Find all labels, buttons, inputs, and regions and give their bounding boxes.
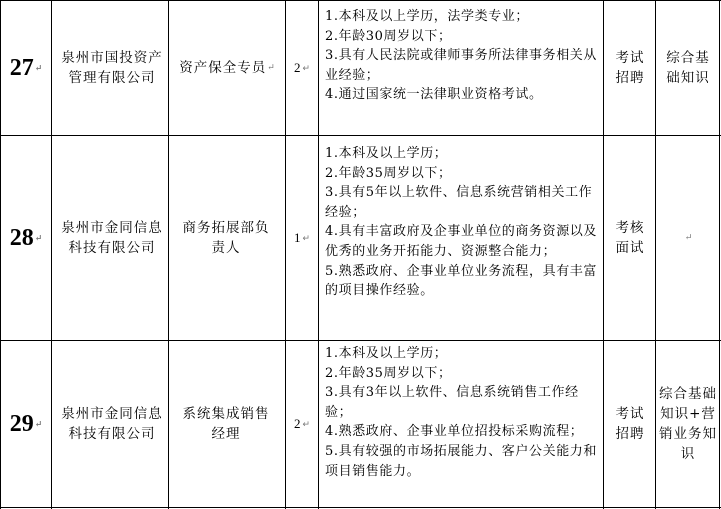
- recruit-method-text: 考试招聘: [615, 50, 645, 86]
- position-text: 资产保全专员: [179, 60, 267, 76]
- requirement-item: 4.通过国家统一法律职业资格考试。: [325, 87, 543, 103]
- requirement-item: 4.熟悉政府、企事业单位招投标采购流程；: [325, 424, 584, 440]
- row-number-text: 29: [9, 410, 34, 437]
- exam-subject: [660, 1, 716, 135]
- requirements: [319, 4, 603, 135]
- recruit-method: [610, 341, 650, 507]
- requirement-item: 1.本科及以上学历；: [325, 146, 448, 161]
- requirement-item: 2.年龄35周岁以下；: [325, 165, 452, 181]
- position-name: 资产保全专员 ↵: [179, 60, 275, 76]
- requirement-item: 3.具有人民法院或律师事务所法律事务相关从业经验；: [325, 48, 598, 83]
- exam-subject-text: 综合基础知识+营销业务知识: [659, 386, 717, 462]
- requirement-item: 5.具有较强的市场拓展能力、客户公关能力和项目销售能力。: [325, 443, 598, 479]
- recruit-method-text: 考核面试: [615, 220, 645, 256]
- requirement-item: 5.熟悉政府、企事业单位业务流程，具有丰富的项目操作经验。: [325, 263, 598, 299]
- requirement-item: 2.年龄30周岁以下；: [325, 28, 452, 44]
- company-name: [58, 136, 166, 340]
- requirement-item: 4.具有丰富政府及企事业单位的商务资源以及优秀的业务开拓能力、资源整合能力；: [325, 224, 598, 259]
- headcount-text: 1: [293, 230, 302, 245]
- requirements: [319, 141, 603, 340]
- requirement-item: 3.具有3年以上软件、信息系统销售工作经验；: [325, 385, 579, 420]
- company-name: [58, 341, 166, 507]
- headcount-text: 2: [293, 60, 302, 75]
- headcount: 2 ↵: [286, 341, 318, 507]
- recruit-method: [610, 1, 650, 135]
- company-name: [58, 1, 166, 135]
- requirement-item: 3.具有5年以上软件、信息系统营销相关工作经验；: [325, 185, 593, 220]
- company-text: 泉州市金同信息科技有限公司: [61, 220, 163, 256]
- recruit-method-text: 考试招聘: [615, 406, 645, 442]
- company-text: 泉州市金同信息科技有限公司: [61, 406, 163, 442]
- headcount: 2 ↵: [286, 1, 318, 135]
- row-number: 29 ↵: [9, 410, 43, 437]
- exam-subject: ↵: [684, 233, 693, 243]
- headcount-text: 2: [293, 416, 302, 431]
- position-name: [178, 136, 274, 340]
- requirement-item: 2.年龄35周岁以下；: [325, 365, 452, 381]
- company-text: 泉州市国投资产管理有限公司: [61, 50, 163, 86]
- exam-subject: [658, 341, 718, 507]
- exam-subject-text: 综合基础知识: [666, 50, 710, 86]
- headcount: 1 ↵: [286, 136, 318, 340]
- recruit-method: [610, 136, 650, 340]
- requirements: [319, 341, 603, 507]
- requirement-item: 1.本科及以上学历，法学类专业；: [325, 9, 530, 24]
- position-text: 商务拓展部负责人: [182, 220, 270, 256]
- requirement-item: 1.本科及以上学历；: [325, 346, 448, 361]
- position-name: [178, 341, 274, 507]
- row-number: 28 ↵: [9, 224, 43, 251]
- row-number: 27 ↵: [9, 54, 43, 81]
- row-number-text: 27: [9, 54, 34, 81]
- position-text: 系统集成销售经理: [182, 406, 270, 442]
- row-number-text: 28: [9, 224, 34, 251]
